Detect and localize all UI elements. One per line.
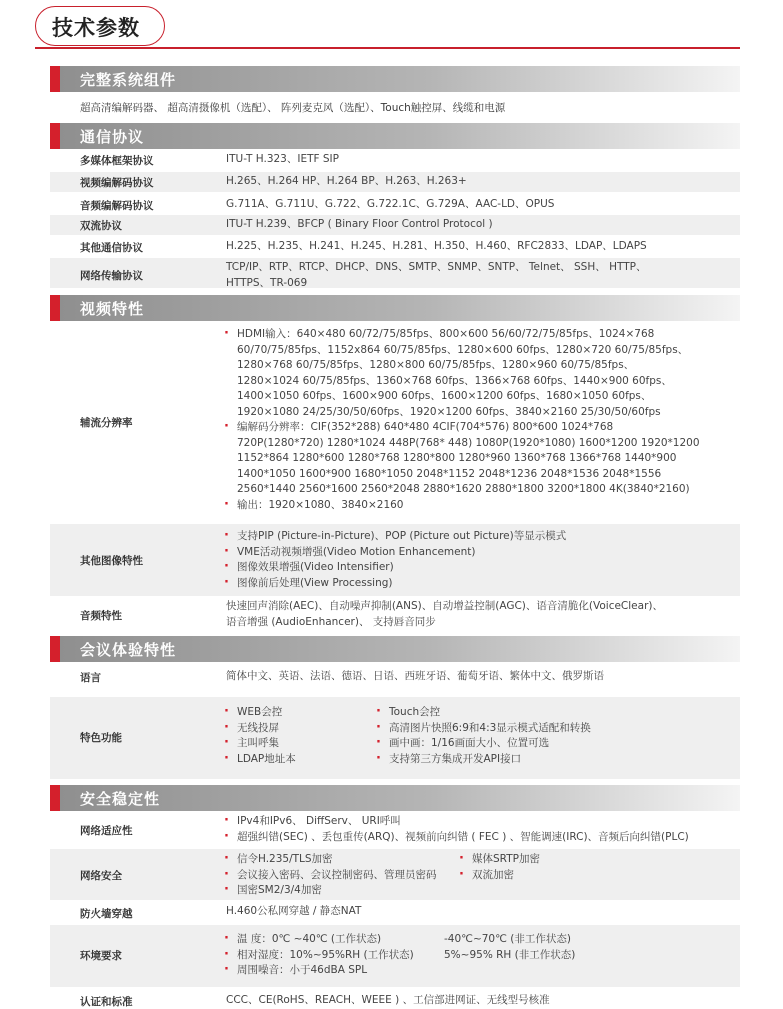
row-values bbox=[226, 197, 734, 213]
bullet-item: · 主叫呼集 bbox=[226, 736, 734, 752]
row-values bbox=[226, 174, 734, 190]
bullet-item: · 输出：1920×1080、3840×2160 bbox=[226, 498, 734, 514]
bullet-item: · HDMI输入：640×480 60/72/75/85fps、800×600 56/60/72/75/85fps、1024×768 bbox=[226, 327, 734, 343]
row-image-features bbox=[50, 524, 740, 596]
bullet-item: · 周围噪音：小于46dBA SPL bbox=[226, 963, 734, 979]
bullet-item: · 图像前后处理(View Processing) bbox=[226, 576, 734, 592]
section-accent bbox=[50, 636, 60, 662]
comm-row bbox=[50, 195, 740, 213]
section-header-security bbox=[50, 785, 740, 811]
row-values bbox=[226, 529, 734, 591]
section-title: 安全稳定性 bbox=[80, 790, 161, 808]
bullet-item: · 信令H.235/TLS加密 bbox=[226, 852, 734, 868]
section-accent bbox=[50, 295, 60, 321]
row-values bbox=[226, 814, 734, 845]
bullet-item: · 编解码分辨率：CIF(352*288) 640*480 4CIF(704*576) 800*600 1024*768 bbox=[226, 420, 734, 436]
row-values bbox=[226, 852, 734, 899]
bullet-item: · 超强纠错(SEC) 、丢包重传(ARQ)、视频前向纠错 ( FEC ) 、智能调速(IRC)、音频后向纠错(PLC) bbox=[226, 830, 734, 846]
row-label: 语言 bbox=[80, 672, 101, 684]
bullet-item: · IPv4和IPv6、 DiffServ、 URI呼叫 bbox=[226, 814, 734, 830]
row-label: 视频编解码协议 bbox=[80, 177, 154, 189]
bullet-item: · 温 度：0℃ ~40℃ (工作状态) bbox=[226, 932, 734, 948]
bullet-item: · 媒体SRTP加密 bbox=[461, 852, 540, 868]
bullet-item: · LDAP地址本 bbox=[226, 752, 734, 768]
section-title: 会议体验特性 bbox=[80, 641, 177, 659]
value-line: 1400*1050 1600*900 1680*1050 2048*1152 2048*1236 2048*1536 2048*1556 bbox=[237, 467, 662, 480]
bullet-item: · 会议接入密码、会议控制密码、管理员密码 bbox=[226, 868, 734, 884]
bullet-item: · 高清图片快照6:9和4:3显示模式适配和转换 bbox=[378, 721, 591, 737]
language-text: 简体中文、英语、法语、德语、日语、西班牙语、葡萄牙语、繁体中文、俄罗斯语 bbox=[226, 670, 604, 682]
value-line: TCP/IP、RTP、RTCP、DHCP、DNS、SMTP、SNMP、SNTP、 Telnet、 SSH、 HTTP、 bbox=[226, 261, 647, 273]
row-values bbox=[226, 327, 734, 513]
value-line: 5%~95% RH (非工作状态) bbox=[444, 948, 576, 961]
row-label: 音频编解码协议 bbox=[80, 200, 154, 212]
system-text: 超高清编解码器、 超高清摄像机（选配）、 阵列麦克风（选配）、Touch触控屏、线缆和电源 bbox=[80, 102, 506, 114]
value-line: -40℃~70℃ (非工作状态) bbox=[444, 933, 571, 945]
row-label: 环境要求 bbox=[80, 950, 122, 962]
section-header-system bbox=[50, 66, 740, 92]
value-line: 60/70/75/85fps、1152x864 60/75/85fps、1280×600 60fps、1280×720 60/75/85fps、 bbox=[237, 343, 689, 356]
bullet-item: · VME活动视频增强(Video Motion Enhancement) bbox=[226, 545, 734, 561]
row-label: 防火墙穿越 bbox=[80, 908, 133, 920]
row-label: 其他通信协议 bbox=[80, 242, 143, 254]
bullet-item: · WEB会控 bbox=[226, 705, 734, 721]
bullet-item: · 支持第三方集成开发API接口 bbox=[378, 752, 591, 768]
value-line: 语音增强 (AudioEnhancer)、 支持唇音同步 bbox=[226, 615, 436, 628]
value-line: 1152*864 1280*600 1280*768 1280*800 1280*960 1360*768 1366*768 1440*900 bbox=[237, 452, 677, 464]
value-line: 1400×1050 60fps、1600×900 60fps、1600×1200 60fps、1680×1050 60fps、 bbox=[237, 390, 652, 402]
section-header-comm bbox=[50, 123, 740, 149]
value-line: HTTPS、TR-069 bbox=[226, 276, 308, 289]
row-network-security bbox=[50, 849, 740, 900]
row-values bbox=[226, 705, 734, 767]
row-values bbox=[226, 239, 734, 255]
comm-row bbox=[50, 215, 740, 235]
row-network-adapt bbox=[50, 812, 740, 848]
section-title: 视频特性 bbox=[80, 300, 145, 318]
bullet-item: · 无线投屏 bbox=[226, 721, 734, 737]
comm-row bbox=[50, 237, 740, 256]
value-line: 快速回声消除(AEC)、自动噪声抑制(ANS)、自动增益控制(AGC)、语音清脆化(VoiceClear)、 bbox=[226, 600, 663, 612]
row-values bbox=[226, 599, 734, 630]
comm-row bbox=[50, 258, 740, 288]
value-line: ITU-T H.323、IETF SIP bbox=[226, 153, 339, 165]
value-line: 1280×768 60/75/85fps、1280×800 60/75/85fps、1280×960 60/75/85fps、 bbox=[237, 359, 635, 371]
section-accent bbox=[50, 123, 60, 149]
section-header-meeting bbox=[50, 636, 740, 662]
row-label: 辅流分辨率 bbox=[80, 417, 133, 429]
bullet-item: · 国密SM2/3/4加密 bbox=[226, 883, 734, 899]
comm-row bbox=[50, 172, 740, 192]
row-label: 认证和标准 bbox=[80, 996, 133, 1008]
bullet-item: · 支持PIP (Picture-in-Picture)、POP (Picture out Picture)等显示模式 bbox=[226, 529, 734, 545]
page-title: 技术参数 bbox=[52, 16, 140, 40]
section-accent bbox=[50, 785, 60, 811]
comm-row bbox=[50, 150, 740, 170]
row-label: 双流协议 bbox=[80, 220, 122, 232]
section-header-video bbox=[50, 295, 740, 321]
value-line: H.225、H.235、H.241、H.245、H.281、H.350、H.460、RFC2833、LDAP、LDAPS bbox=[226, 240, 647, 252]
row-values bbox=[226, 260, 734, 291]
row-environment bbox=[50, 925, 740, 987]
row-label: 音频特性 bbox=[80, 610, 122, 622]
value-line: H.265、H.264 HP、H.264 BP、H.263、H.263+ bbox=[226, 175, 467, 187]
value-line: 2560*1440 2560*1600 2560*2048 2880*1620 2880*1800 3200*1800 4K(3840*2160) bbox=[237, 483, 690, 495]
row-label: 网络传输协议 bbox=[80, 270, 143, 282]
row-firewall bbox=[50, 901, 740, 923]
system-row bbox=[50, 96, 740, 118]
section-title: 完整系统组件 bbox=[80, 71, 177, 89]
row-certification bbox=[50, 990, 740, 1009]
row-label: 多媒体框架协议 bbox=[80, 155, 154, 167]
row-special-features bbox=[50, 697, 740, 779]
value-line: G.711A、G.711U、G.722、G.722.1C、G.729A、AAC-LD、OPUS bbox=[226, 198, 555, 210]
value-line: ITU-T H.239、BFCP ( Binary Floor Control Protocol ) bbox=[226, 218, 493, 230]
value-line: 1920×1080 24/25/30/50/60fps、1920×1200 60fps、3840×2160 25/30/50/60fps bbox=[237, 405, 661, 418]
bullet-item: · 相对湿度：10%~95%RH (工作状态) bbox=[226, 948, 734, 964]
row-values bbox=[226, 217, 734, 233]
bullet-item: · Touch会控 bbox=[378, 705, 591, 721]
bullet-item: · 图像效果增强(Video Intensifier) bbox=[226, 560, 734, 576]
bullet-item: · 双流加密 bbox=[461, 868, 540, 884]
section-accent bbox=[50, 66, 60, 92]
row-label: 网络安全 bbox=[80, 870, 122, 882]
row-label: 特色功能 bbox=[80, 732, 122, 744]
row-values bbox=[226, 152, 734, 168]
row-aux-resolution bbox=[50, 322, 740, 522]
bullet-item: · 画中画：1/16画面大小、位置可选 bbox=[378, 736, 591, 752]
row-label: 其他图像特性 bbox=[80, 555, 143, 567]
value-line: 720P(1280*720) 1280*1024 448P(768* 448) 1080P(1920*1080) 1600*1200 1920*1200 bbox=[237, 436, 700, 449]
title-divider bbox=[35, 47, 740, 49]
row-audio-features bbox=[50, 597, 740, 633]
row-label: 网络适应性 bbox=[80, 825, 133, 837]
row-language bbox=[50, 664, 740, 690]
section-title: 通信协议 bbox=[80, 128, 145, 146]
value-line: 1280×1024 60/75/85fps、1360×768 60fps、1366×768 60fps、1440×900 60fps、 bbox=[237, 374, 672, 387]
row-values bbox=[226, 932, 734, 979]
firewall-text: H.460公私网穿越 / 静态NAT bbox=[226, 905, 362, 917]
cert-text: CCC、CE(RoHS、REACH、WEEE ) 、工信部进网证、无线型号核准 bbox=[226, 994, 550, 1006]
